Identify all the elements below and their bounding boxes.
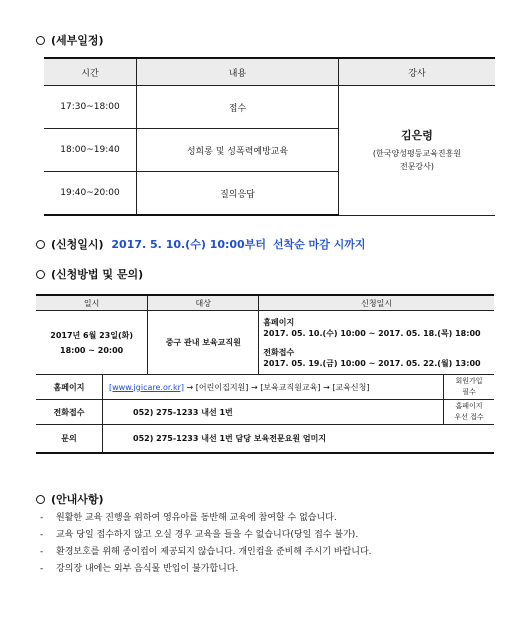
header-target: 대상	[148, 295, 259, 311]
note-line: 홈페이지	[455, 402, 483, 410]
schedule-time: 18:00~19:40	[44, 129, 137, 172]
note-line: 필수	[462, 388, 476, 396]
apply-period-line	[36, 236, 365, 252]
apply-period-suffix: 선착순 마감 시까지	[272, 238, 366, 251]
notice-text: 환경보호를 위해 종이컵이 제공되지 않습니다. 개인컵을 준비해 주시기 바랍니다.	[56, 547, 372, 557]
event-time: 18:00 ~ 20:00	[60, 346, 124, 355]
circle-bullet-icon	[36, 495, 45, 504]
list-item	[40, 510, 372, 527]
inquiry-label: 문의	[36, 425, 103, 453]
homepage-label: 홈페이지	[36, 375, 103, 400]
schedule-header-row	[44, 58, 495, 86]
instructor-org-line2: 전문강사)	[399, 162, 435, 172]
homepage-link[interactable]: [www.jgicare.or.kr]	[109, 382, 184, 392]
header-time: 시간	[44, 58, 137, 86]
homepage-period-value: 2017. 05. 10.(수) 10:00 ~ 2017. 05. 18.(목) 18:00	[263, 328, 481, 338]
note-line: 우선 접수	[454, 413, 484, 421]
notice-list	[40, 510, 372, 578]
notice-text: 원활한 교육 진행을 위하여 영유아를 동반해 교육에 참여할 수 없습니다.	[56, 513, 337, 523]
table-row	[44, 86, 495, 129]
header-instructor: 강사	[339, 58, 496, 86]
table-row	[36, 400, 494, 425]
list-item	[40, 561, 372, 578]
phone-period-label: 전화접수	[263, 347, 295, 357]
homepage-period-label: 홈페이지	[263, 317, 295, 327]
dash-bullet: -	[40, 564, 44, 574]
homepage-path	[103, 375, 444, 400]
header-content: 내용	[137, 58, 339, 86]
instructor-cell	[339, 86, 496, 216]
apply-period-date: 2017. 5. 10.(수) 10:00부터	[111, 238, 266, 251]
notice-section-title	[36, 491, 104, 507]
apply-header-row	[36, 295, 494, 311]
circle-bullet-icon	[36, 240, 45, 249]
header-apply-period: 신청일시	[259, 295, 494, 311]
table-row	[36, 425, 494, 453]
schedule-section-title	[36, 32, 104, 48]
notice-text: 강의장 내에는 외부 음식물 반입이 불가합니다.	[56, 564, 239, 574]
event-date: 2017년 6월 23일(화)	[50, 331, 134, 340]
dash-bullet: -	[40, 530, 44, 540]
table-row	[36, 311, 494, 375]
note-line: 회원가입	[455, 377, 483, 385]
notice-title-text: (안내사항)	[51, 493, 104, 506]
phone-label: 전화접수	[36, 400, 103, 425]
circle-bullet-icon	[36, 36, 45, 45]
apply-table	[36, 294, 494, 454]
method-title-text: (신청방법 및 문의)	[51, 268, 144, 281]
instructor-org-line1: (한국양성평등교육진흥원	[372, 149, 462, 159]
dash-bullet: -	[40, 513, 44, 523]
dash-bullet: -	[40, 547, 44, 557]
table-row	[36, 375, 494, 400]
list-item	[40, 527, 372, 544]
event-datetime-cell	[36, 311, 148, 375]
phone-number: 052) 275-1233 내선 1번	[103, 400, 444, 425]
instructor-name: 김은령	[401, 129, 433, 143]
inquiry-value: 052) 275-1233 내선 1번 담당 보육전문요원 엄미지	[103, 425, 495, 453]
target-cell: 중구 관내 보육교직원	[148, 311, 259, 375]
schedule-content: 접수	[137, 86, 339, 129]
homepage-note	[444, 375, 495, 400]
apply-period-cell	[259, 311, 494, 375]
schedule-content: 질의응답	[137, 172, 339, 216]
schedule-time: 19:40~20:00	[44, 172, 137, 216]
schedule-table	[44, 57, 495, 216]
homepage-path-rest: → [어린이집지원] → [보육교직원교육] → [교육신청]	[184, 382, 370, 392]
schedule-time: 17:30~18:00	[44, 86, 137, 129]
notice-text: 교육 당일 접수하지 않고 오실 경우 교육을 들을 수 없습니다(당일 접수 불가).	[56, 530, 359, 540]
apply-period-prefix: (신청일시)	[51, 238, 104, 251]
list-item	[40, 544, 372, 561]
schedule-title-text: (세부일정)	[51, 34, 104, 47]
method-section-title	[36, 266, 143, 282]
phone-note	[444, 400, 495, 425]
schedule-content: 성희롱 및 성폭력예방교육	[137, 129, 339, 172]
circle-bullet-icon	[36, 270, 45, 279]
header-datetime: 일시	[36, 295, 148, 311]
phone-period-value: 2017. 05. 19.(금) 10:00 ~ 2017. 05. 22.(월) 13:00	[263, 358, 481, 368]
